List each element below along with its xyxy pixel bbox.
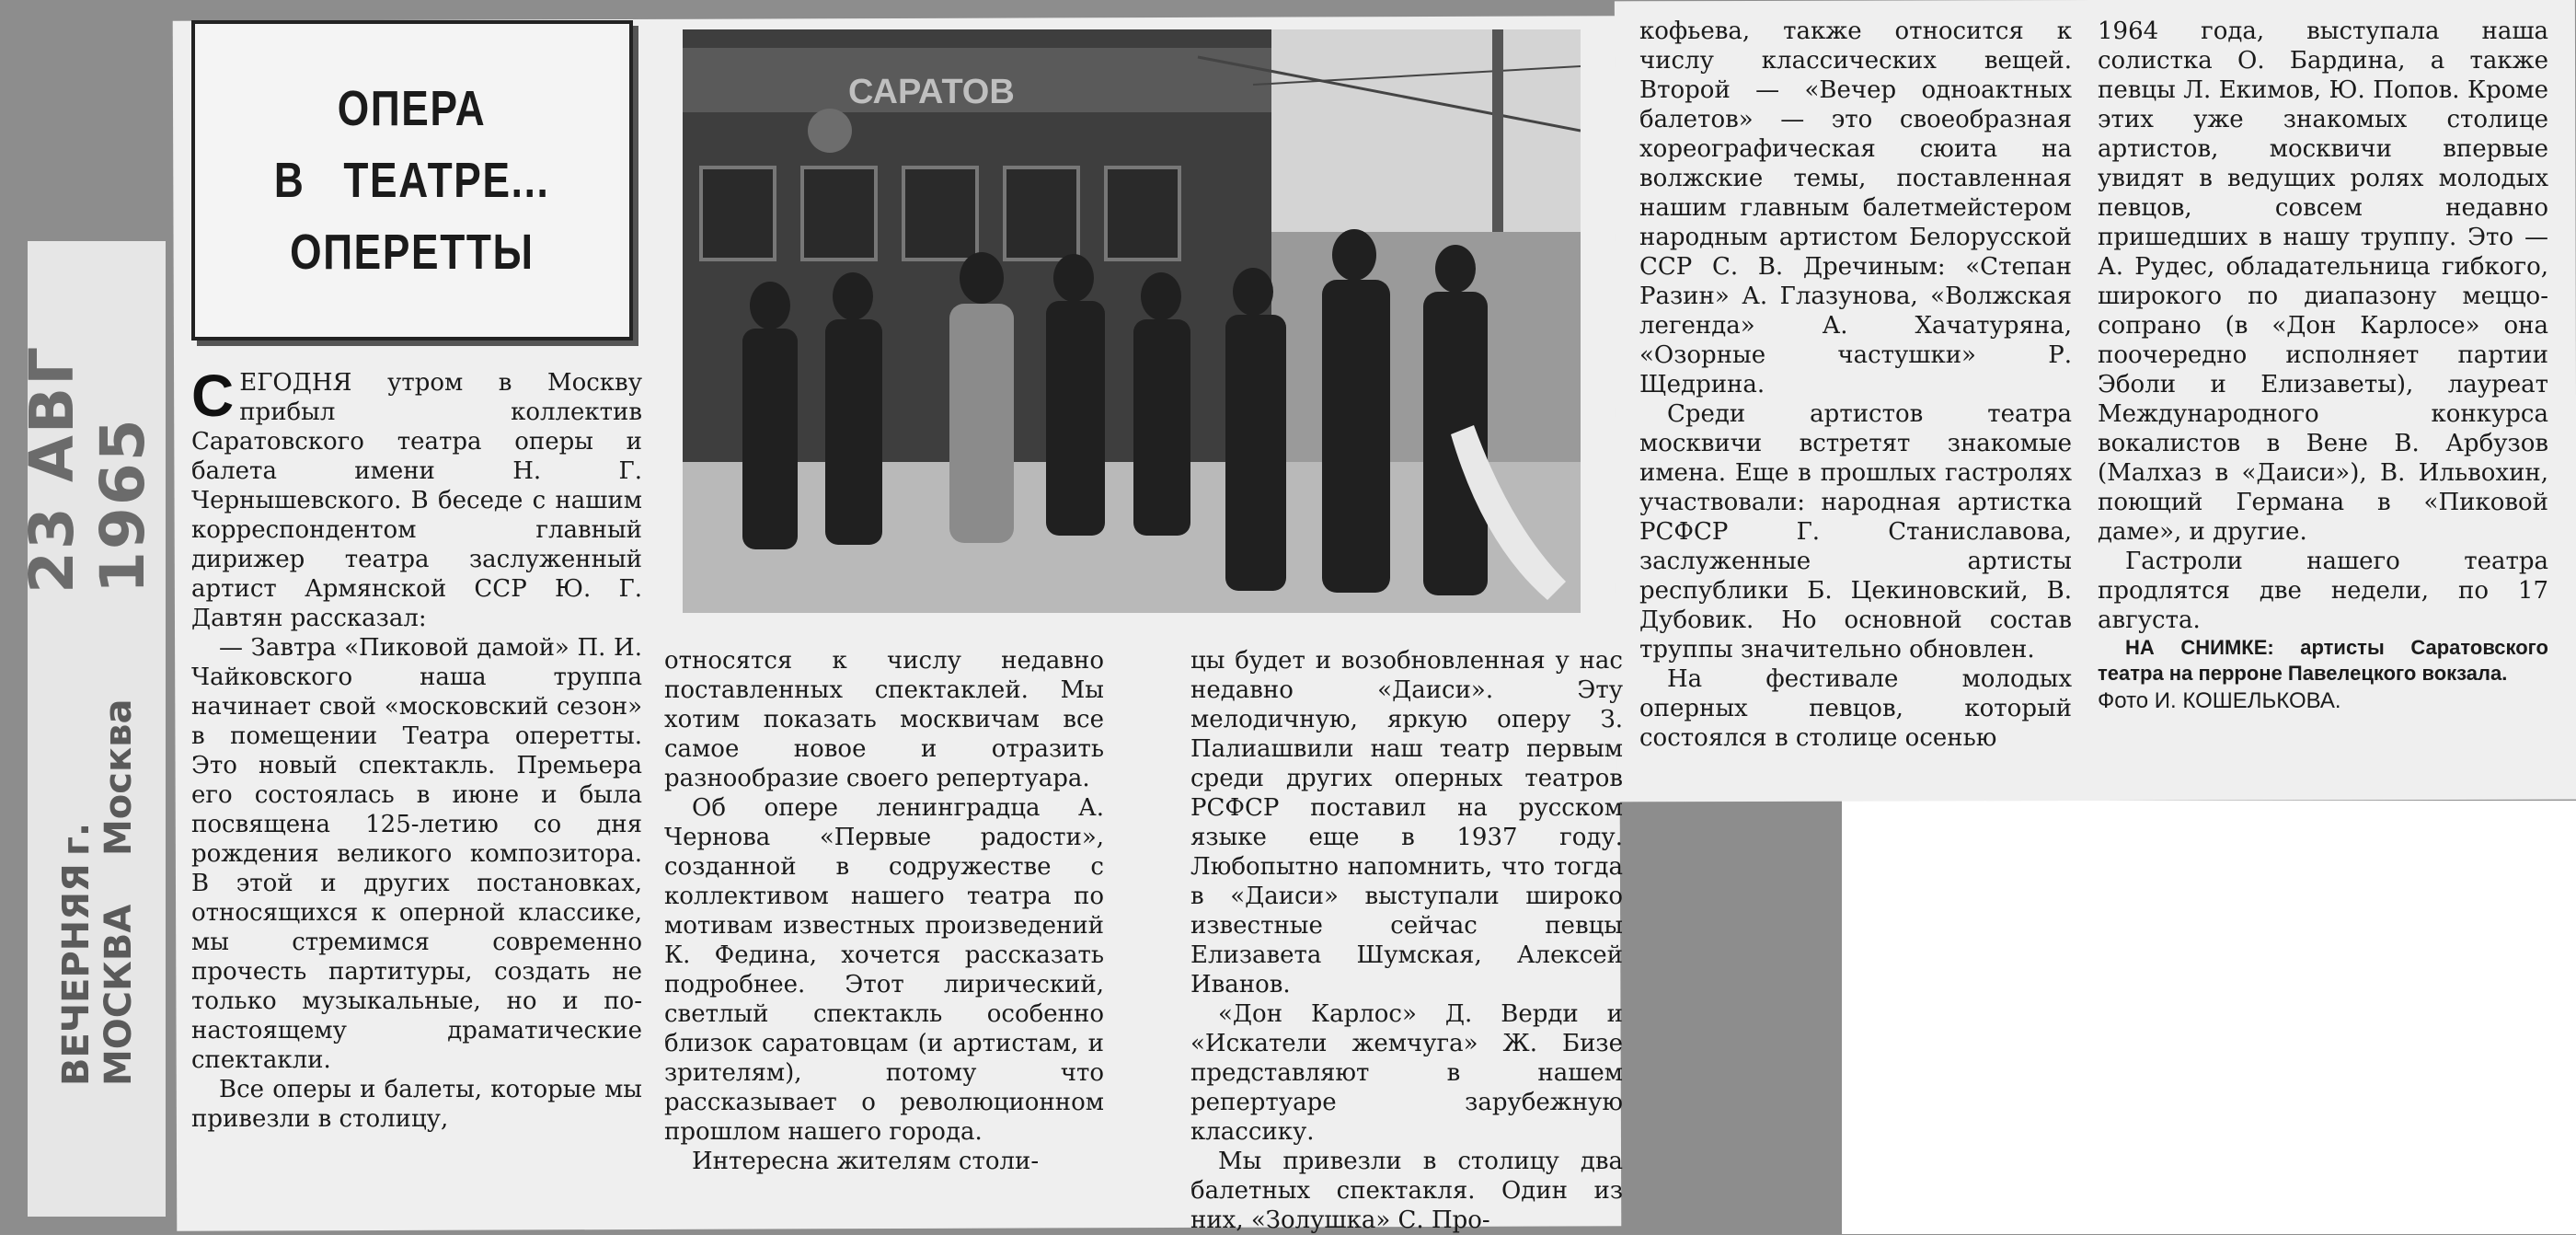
stamp-date: 23 АВГ 1965 [17,344,158,594]
stamp-source-paper: ВЕЧЕРНЯЯ МОСКВА [55,863,140,1086]
news-photo [683,29,1581,613]
headline-line-1: ОПЕРА [338,81,487,136]
article-column-2 [664,646,1104,1176]
col3-para-3: Мы привезли в столицу два балетных спектакля. Один из них, «Золушка» С. Про- [1190,1148,1623,1234]
article-lead [191,363,642,633]
col5-para-1: 1964 года, выступала наша солистка О. Бардина, а также певцы Л. Екимов, Ю. Попов. Кроме этих уже знакомых столице артистов, москвичи впервые увидят в ведущих ролях молодых певцов, совсем недавно пришедших в нашу труппу. Это — А. Рудес, обладательница гибкого, широкого по диапазону меццо-сопрано (в «Дон Карлосе» она поочередно исполняет партии Эболи и Елизаветы), лауреат Международного конкурса вокалистов в Вене В. Арбузов (Малхаз в «Даиси»), В. Ильвохин, поющий Германа в «Пиковой даме», и другие. [2098,17,2548,546]
train-sign: САРАТОВ [848,73,1015,111]
headline-box [191,20,633,340]
photo-illustration [683,29,1581,613]
col1-para-1: ЕГОДНЯ утром в Москву прибыл коллектив Саратовского театра оперы и балета имени Н. Г. Чернышевского. В беседе с нашим корреспондентом главный дирижер театра заслуженный артист Армянской ССР Ю. Г. Давтян рассказал: [191,369,642,632]
col2-para-3: Интересна жителям столи- [692,1148,1040,1175]
photo-credit: Фото И. КОШЕЛЬКОВА. [2098,688,2341,713]
article-column-5 [2098,17,2548,716]
col5-para-2: Гастроли нашего театра продлятся две недели, по 17 августа. [2098,548,2548,634]
drop-cap: С [191,363,235,429]
blank-area [1842,801,2576,1234]
article-column-1 [191,363,642,1134]
col2-para-2: Об опере ленинградца А. Чернова «Первые радости», созданной в содружестве с коллективом нашего театра по мотивам известных произведений К. Федина, хочется рассказать подробнее. Этот лирический, светлый спектакль особенно близок саратовцам (и артистам, и зрителям), потому что рассказывает о революционном прошлом нашего города. [664,794,1104,1146]
col1-para-3: Все оперы и балеты, которые мы привезли в столицу, [191,1076,642,1133]
stamp-source [55,699,175,1086]
stamp-source-city: г. Москва [55,698,140,857]
col4-para-1: кофьева, также относится к числу классических вещей. Второй — «Вечер одноактных балетов» — это своеобразная хореографическая сюита на волжские темы, поставленная нашим главным балетмейстером народным артистом Белорусской ССР С. В. Дречиным: «Степан Разин» А. Глазунова, «Волжская легенда» А. Хачатуряна, «Озорные частушки» Р. Щедрина. [1639,17,2072,398]
headline-line-3: ОПЕРЕТТЫ [290,225,535,280]
col3-para-1: цы будет и возобновленная у нас недавно «Даиси». Эту мелодичную, яркую оперу З. Палиашвили наш театр первым среди других оперных театров РСФСР поставил на русском языке еще в 1937 году. Любопытно напомнить, что тогда в «Даиси» выступали широко известные сейчас певцы Елизавета Шумская, Алексей Иванов. [1190,647,1623,998]
col4-para-2: Среди артистов театра москвичи встретят знакомые имена. Еще в прошлых гастролях участвовали: народная артистка РСФСР Г. Станиславова, заслуженные артисты республики Б. Цекиновский, В. Дубовик. Но основной состав труппы значительно обновлен. [1639,400,2072,664]
photo-caption: НА СНИМКЕ: артисты Саратовского театра на перроне Павелецкого вокзала. [2098,636,2548,685]
col3-para-2: «Дон Карлос» Д. Верди и «Искатели жемчуга» Ж. Бизе представляют в нашем репертуаре зарубежную классику. [1190,1000,1623,1146]
article-column-4 [1639,17,2072,753]
col1-para-2: — Завтра «Пиковой дамой» П. И. Чайковского наша труппа начинает свой «московский сезон» в помещении Театра оперетты. Это новый спектакль. Премьера его состоялась в июне и была посвящена 125-летию со дня рождения великого композитора. В этой и других постановках, относящихся к оперной классике, мы стремимся современно прочесть партитуры, создать не только музыкальные, но и по-настоящему драматические спектакли. [191,634,642,1074]
col2-para-1: относятся к числу недавно поставленных спектаклей. Мы хотим показать москвичам все самое новое и отразить разнообразие своего репертуара. [664,647,1104,792]
col4-para-3: На фестивале молодых оперных певцов, который состоялся в столице осенью [1639,665,2072,752]
article-column-3 [1190,646,1623,1235]
headline-line-2: В ТЕАТРЕ... [274,153,550,208]
